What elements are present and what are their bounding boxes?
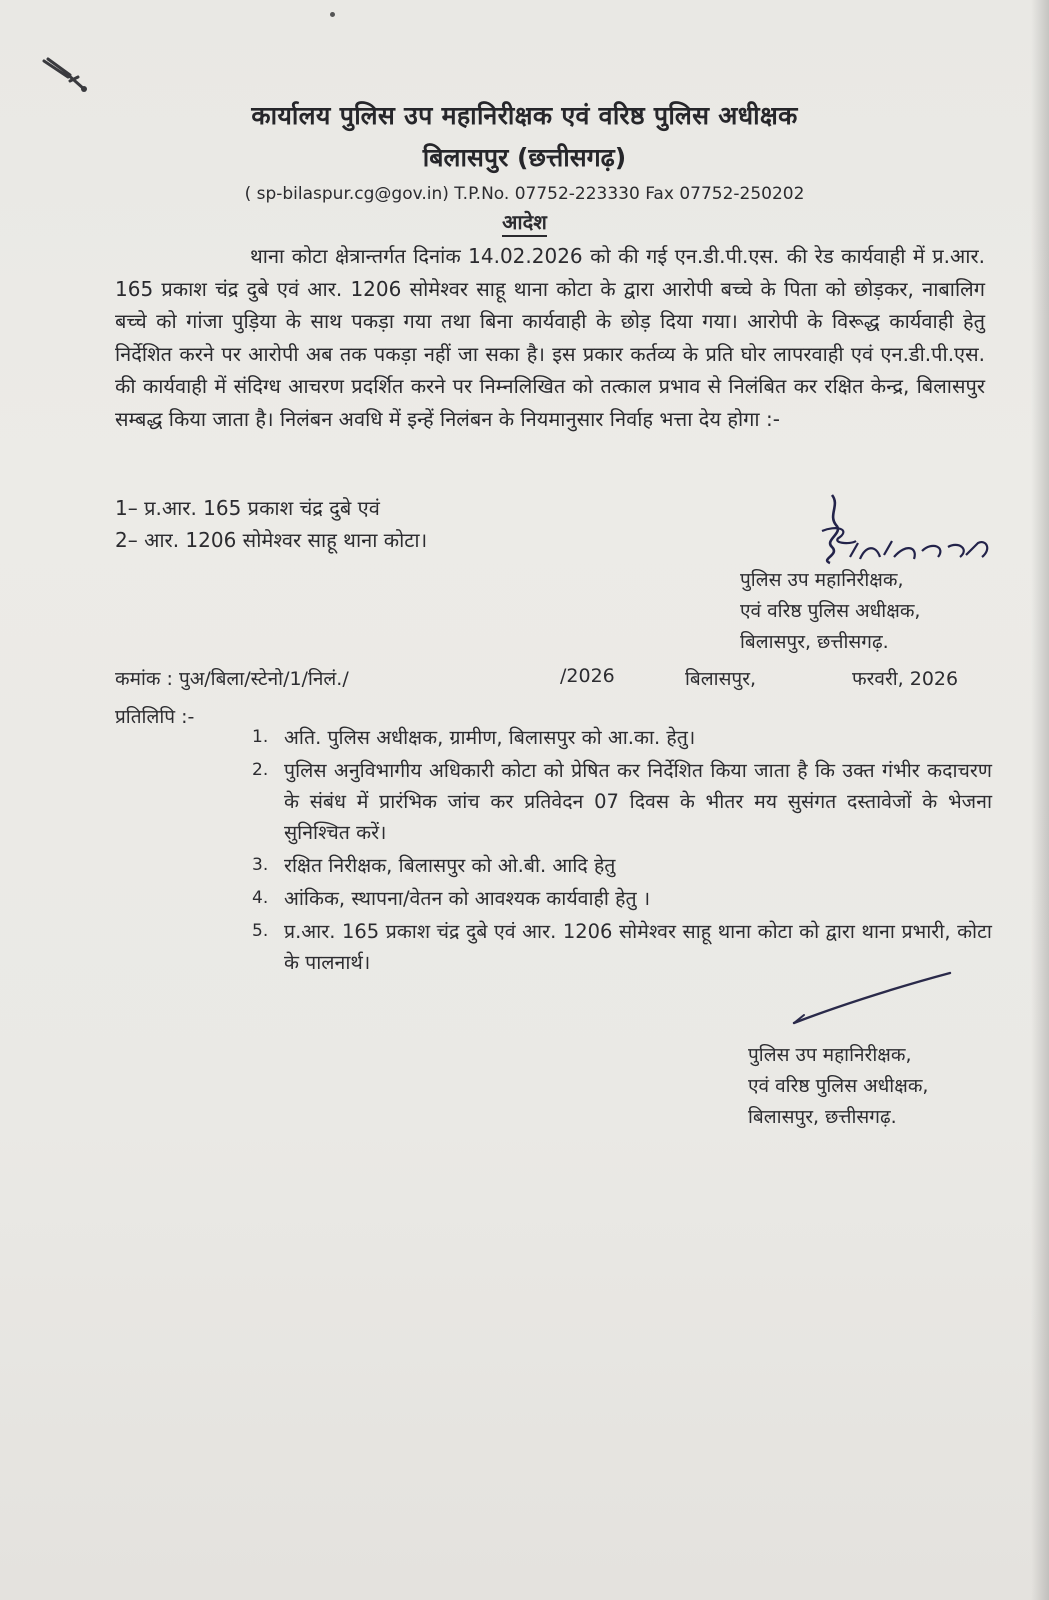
- ink-dot: [330, 12, 335, 17]
- signatory-location: बिलासपुर, छत्तीसगढ़.: [740, 631, 889, 653]
- signatory-block: [740, 565, 920, 658]
- handwritten-signature: [790, 965, 960, 1035]
- letterhead: [0, 98, 1049, 204]
- suspended-list: [115, 492, 427, 556]
- pin-icon: [40, 55, 90, 95]
- office-title: कार्यालय पुलिस उप महानिरीक्षक एवं वरिष्ठ पुलिस अधीक्षक: [251, 101, 798, 130]
- list-item-text: आंकिक, स्थापना/वेतन को आवश्यक कार्यवाही हेतु ।: [284, 887, 651, 910]
- list-item: [252, 722, 992, 753]
- reference-line: [115, 665, 985, 693]
- order-heading-text: आदेश: [502, 210, 547, 237]
- list-item-text: प्र.आर. 165 प्रकाश चंद्र दुबे एवं आर. 1206 सोमेश्वर साहू थाना कोटा को द्वारा थाना प्रभारी, कोटा के पालनार्थ।: [284, 920, 992, 974]
- office-city: बिलासपुर (छत्तीसगढ़): [422, 143, 627, 172]
- list-item-number: 3.: [252, 855, 269, 875]
- list-item-number: 1.: [252, 727, 269, 747]
- list-item-number: 4.: [252, 888, 269, 908]
- list-item-number: 5.: [252, 921, 269, 941]
- copy-to-label: प्रतिलिपि :-: [115, 706, 195, 728]
- signatory-location: बिलासपुर, छत्तीसगढ़.: [748, 1106, 897, 1128]
- signatory-designation: एवं वरिष्ठ पुलिस अधीक्षक,: [740, 600, 921, 622]
- signatory-block: [748, 1040, 928, 1133]
- suspended-item: 2– आर. 1206 सोमेश्वर साहू थाना कोटा।: [115, 528, 428, 552]
- reference-place: बिलासपुर,: [685, 668, 757, 690]
- list-item-number: 2.: [252, 760, 269, 780]
- list-item-text: अति. पुलिस अधीक्षक, ग्रामीण, बिलासपुर को आ.का. हेतु।: [284, 726, 696, 749]
- reference-date: फरवरी, 2026: [852, 668, 959, 690]
- signatory-designation: पुलिस उप महानिरीक्षक,: [748, 1044, 912, 1066]
- list-item: [252, 850, 992, 881]
- reference-year: /2026: [560, 665, 615, 687]
- order-body: थाना कोटा क्षेत्रान्तर्गत दिनांक 14.02.2026 को की गई एन.डी.पी.एस. की रेड कार्यवाही में प्र.आर. 165 प्रकाश चंद्र दुबे एवं आर. 1206 सोमेश्वर साहू थाना कोटा के द्वारा आरोपी बच्चे के पिता को छोड़कर, नाबालिग बच्चे को गांजा पुड़िया के साथ पकड़ा गया तथा बिना कार्यवाही के छोड़ दिया गया। आरोपी के विरूद्ध कार्यवाही हेतु निर्देशित करने पर आरोपी अब तक पकड़ा नहीं जा सका है। इस प्रकार कर्तव्य के प्रति घोर लापरवाही एवं एन.डी.पी.एस. की कार्यवाही में संदिग्ध आचरण प्रदर्शित करने पर निम्नलिखित को तत्काल प्रभाव से निलंबित कर रक्षित केन्द्र, बिलासपुर सम्बद्ध किया जाता है। निलंबन अवधि में इन्हें निलंबन के नियमानुसार निर्वाह भत्ता देय होगा :-: [115, 244, 985, 431]
- signatory-designation: पुलिस उप महानिरीक्षक,: [740, 569, 904, 591]
- list-item-text: रक्षित निरीक्षक, बिलासपुर को ओ.बी. आदि हेतु: [284, 854, 616, 877]
- page-edge-shadow: [1031, 0, 1049, 1600]
- office-contact: ( sp-bilaspur.cg@gov.in) T.P.No. 07752-223330 Fax 07752-250202: [244, 184, 805, 204]
- list-item: [252, 755, 992, 848]
- copy-to-list: [252, 722, 992, 980]
- signatory-designation: एवं वरिष्ठ पुलिस अधीक्षक,: [748, 1075, 929, 1097]
- reference-number: कमांक : पुअ/बिला/स्टेनो/1/निलं./: [115, 668, 349, 690]
- list-item: [252, 883, 992, 914]
- list-item-text: पुलिस अनुविभागीय अधिकारी कोटा को प्रेषित कर निर्देशित किया जाता है कि उक्त गंभीर कदाचरण के संबंध में प्रारंभिक जांच कर प्रतिवेदन 07 दिवस के भीतर मय सुसंगत दस्तावेजों के भेजना सुनिश्चित करें।: [284, 759, 992, 844]
- suspended-item: 1– प्र.आर. 165 प्रकाश चंद्र दुबे एवं: [115, 496, 380, 520]
- order-heading: [0, 208, 1049, 235]
